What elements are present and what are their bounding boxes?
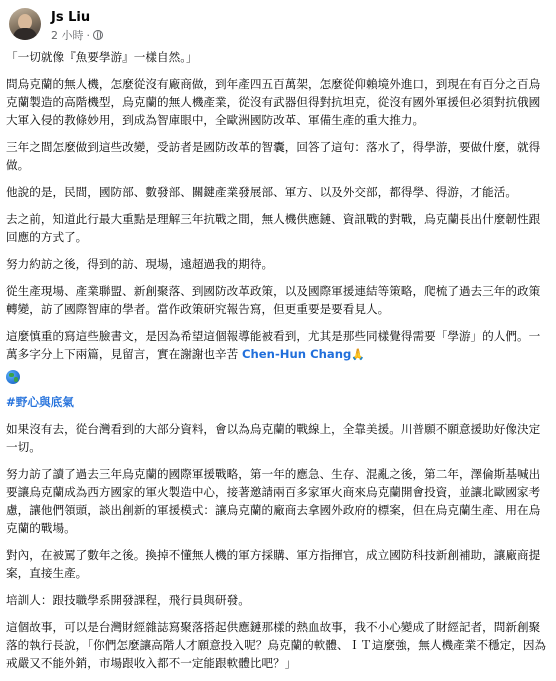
- paragraph: 問烏克蘭的無人機，怎麼從沒有廠商做，到年產四五百萬架，怎麼從仰賴境外進口，到現在有百分之百烏克蘭製造的高階機型，烏克蘭的無人機產業，從沒有武器但得對抗坦克，從沒有國外軍援但必須對抗俄國大軍入侵的教條妙用，到成為智庫眼中，全歐洲國防改革、軍備生產的重大推力。: [6, 77, 541, 127]
- public-globe-icon[interactable]: [93, 30, 103, 40]
- paragraph: 「一切就像『魚要學游』一樣自然。」: [6, 50, 198, 64]
- post-body: [6, 48, 550, 681]
- hashtag-link[interactable]: #野心與底氣: [6, 395, 74, 409]
- paragraph: 努力約訪之後，得到的訪、現場，遠超過我的期待。: [6, 257, 274, 271]
- thanks-text: 這麼慎重的寫這些臉書文，是因為希望這個報導能被看到，尤其是那些同樣覺得需要「學游」的人們。一萬多字分上下兩篇，見留言，實在謝謝也辛苦: [6, 329, 541, 361]
- post-time[interactable]: 2 小時: [51, 29, 84, 42]
- paragraph: 他說的是，民間，國防部、數發部、關鍵產業發展部、軍方、以及外交部，都得學、得游，才能活。: [6, 185, 518, 199]
- paragraph: 努力訪了讀了過去三年烏克蘭的國際軍援戰略，第一年的應急、生存、混亂之後，第二年，澤倫斯基喊出要讓烏克蘭成為西方國家的軍火製造中心，接著邀請兩百多家軍火商來烏克蘭開會投資，並讓北歐國家考慮，讓他們領頭，談出創新的軍援模式：讓烏克蘭的廠商去拿國外政府的標案，但在烏克蘭生產、用在烏克蘭的戰場。: [6, 467, 541, 535]
- paragraph: 對內，在被罵了數年之後。換掉不懂無人機的軍方採購、軍方指揮官，成立國防科技新創補助，讓廠商提案，直接生產。: [6, 548, 541, 580]
- paragraph-thanks: [6, 327, 550, 364]
- avatar[interactable]: [9, 8, 41, 40]
- globe-icon: [6, 370, 20, 384]
- pray-icon: 🙏: [351, 348, 366, 361]
- post-header: [9, 8, 549, 42]
- paragraph: 去之前，知道此行最大重點是理解三年抗戰之間，無人機供應鏈、資訊戰的對戰，烏克蘭長出什麼韌性跟回應的方式了。: [6, 212, 541, 244]
- meta-separator: ·: [86, 28, 90, 42]
- paragraph: 三年之間怎麼做到這些改變，受訪者是國防改革的智囊，回答了這句：落水了，得學游，要做什麼，就得做。: [6, 140, 541, 172]
- mention-link[interactable]: Chen-Hun Chang: [242, 347, 352, 361]
- author-name[interactable]: Js Liu: [51, 10, 91, 25]
- paragraph: 從生產現場、產業聯盟、新創聚落、到國防改革政策，以及國際軍援連結等策略，爬梳了過去三年的政策轉變，訪了國際智庫的學者。當作政策研究報告寫，但更重要是要看見人。: [6, 284, 541, 316]
- paragraph: 這個故事，可以是台灣財經雜誌寫聚落搭起供應鏈那樣的熱血故事，我不小心變成了財經記者，問新創聚落的執行長說，「你們怎麼讓高階人才願意投入呢？烏克蘭的軟體、ＩＴ這麼強，無人機產業不穩定，因為戒嚴又不能外銷，市場跟收入都不一定能跟軟體比吧？」: [6, 620, 547, 670]
- paragraph: 如果沒有去，從台灣看到的大部分資料，會以為烏克蘭的戰線上，全靠美援。川普願不願意援助好像決定一切。: [6, 422, 541, 454]
- paragraph: 培訓人：跟技職學系開發課程，飛行員與研發。: [6, 593, 250, 607]
- avatar-body: [13, 28, 37, 40]
- post-meta: [51, 27, 103, 43]
